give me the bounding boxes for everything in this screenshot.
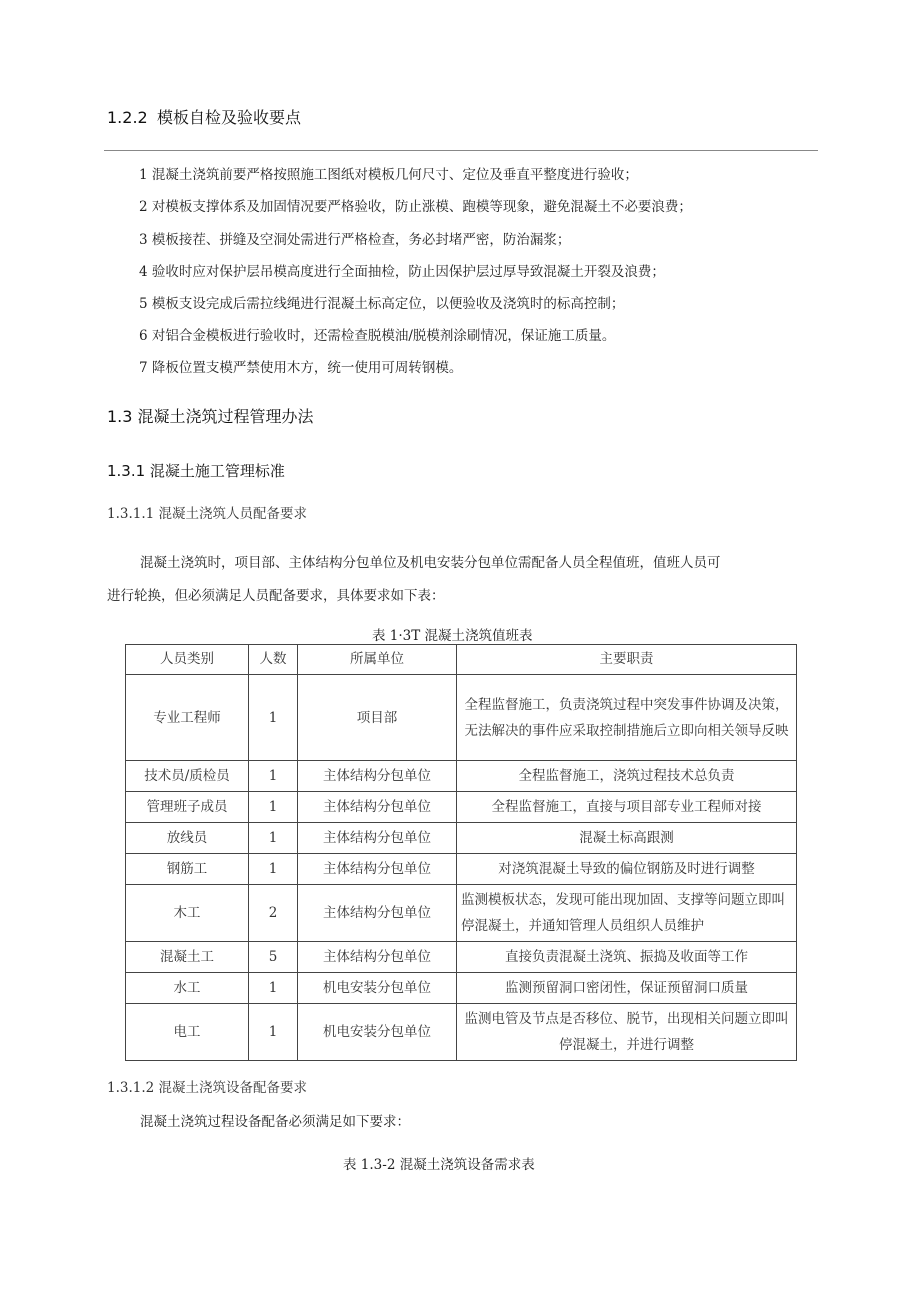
cell-category: 放线员 xyxy=(126,823,249,854)
cell-duty: 全程监督施工，浇筑过程技术总负责 xyxy=(457,761,797,792)
cell-unit: 主体结构分包单位 xyxy=(298,761,457,792)
section-number: 1.2.2 xyxy=(107,108,148,127)
cell-count: 1 xyxy=(249,973,298,1004)
cell-duty: 监测模板状态，发现可能出现加固、支撑等问题立即叫停混凝土，并通知管理人员组织人员维护 xyxy=(457,885,797,942)
cell-category: 技术员/质检员 xyxy=(126,761,249,792)
cell-count: 1 xyxy=(249,675,298,761)
column-header-unit: 所属单位 xyxy=(298,645,457,675)
cell-duty: 全程监督施工，负责浇筑过程中突发事件协调及决策，无法解决的事件应采取控制措施后立即向相关领导反映 xyxy=(457,675,797,761)
section-heading-1-3: 1.3 混凝土浇筑过程管理办法 xyxy=(107,407,314,426)
section-heading-1-3-1-1: 1.3.1.1 混凝土浇筑人员配备要求 xyxy=(107,506,308,522)
cell-category: 水工 xyxy=(126,973,249,1004)
cell-count: 1 xyxy=(249,792,298,823)
cell-unit: 机电安装分包单位 xyxy=(298,973,457,1004)
cell-category: 电工 xyxy=(126,1004,249,1061)
cell-duty: 监测预留洞口密闭性，保证预留洞口质量 xyxy=(457,973,797,1004)
table-row xyxy=(126,675,797,761)
table-header-row xyxy=(126,645,797,675)
cell-unit: 主体结构分包单位 xyxy=(298,854,457,885)
cell-unit: 项目部 xyxy=(298,675,457,761)
cell-category: 混凝土工 xyxy=(126,942,249,973)
table-caption: 表 1·3T 混凝土浇筑值班表 xyxy=(372,628,533,644)
cell-duty: 直接负责混凝土浇筑、振捣及收面等工作 xyxy=(457,942,797,973)
table-row xyxy=(126,1004,797,1061)
cell-category: 管理班子成员 xyxy=(126,792,249,823)
column-header-count: 人数 xyxy=(249,645,298,675)
checklist-item: 7 降板位置支模严禁使用木方，统一使用可周转钢模。 xyxy=(139,360,463,376)
cell-count: 1 xyxy=(249,1004,298,1061)
table-caption: 表 1.3-2 混凝土浇筑设备需求表 xyxy=(343,1157,535,1173)
heading-divider xyxy=(104,150,818,151)
cell-category: 钢筋工 xyxy=(126,854,249,885)
cell-unit: 主体结构分包单位 xyxy=(298,885,457,942)
cell-duty: 监测电管及节点是否移位、脱节，出现相关问题立即叫停混凝土，并进行调整 xyxy=(457,1004,797,1061)
section-heading-1-3-1: 1.3.1 混凝土施工管理标准 xyxy=(107,462,285,480)
paragraph-line: 进行轮换，但必须满足人员配备要求，具体要求如下表： xyxy=(107,588,445,604)
checklist-item: 6 对铝合金模板进行验收时，还需检查脱模油/脱模剂涂刷情况，保证施工质量。 xyxy=(139,328,616,344)
cell-duty: 对浇筑混凝土导致的偏位钢筋及时进行调整 xyxy=(457,854,797,885)
paragraph-line: 混凝土浇筑时，项目部、主体结构分包单位及机电安装分包单位需配备人员全程值班，值班人员可 xyxy=(140,555,721,571)
column-header-duty: 主要职责 xyxy=(457,645,797,675)
checklist-item: 3 模板接茬、拼缝及空洞处需进行严格检查，务必封堵严密，防治漏浆； xyxy=(139,232,571,248)
duty-roster-table xyxy=(125,644,797,1061)
cell-category: 专业工程师 xyxy=(126,675,249,761)
checklist-item: 5 模板支设完成后需拉线绳进行混凝土标高定位，以便验收及浇筑时的标高控制； xyxy=(139,296,625,312)
cell-unit: 主体结构分包单位 xyxy=(298,823,457,854)
section-heading-1-2-2 xyxy=(107,105,301,128)
table-row xyxy=(126,885,797,942)
table-row xyxy=(126,942,797,973)
table-row xyxy=(126,973,797,1004)
cell-duty: 混凝土标高跟测 xyxy=(457,823,797,854)
cell-count: 5 xyxy=(249,942,298,973)
section-heading-1-3-1-2: 1.3.1.2 混凝土浇筑设备配备要求 xyxy=(107,1080,308,1096)
paragraph: 混凝土浇筑过程设备配备必须满足如下要求： xyxy=(140,1114,410,1130)
cell-count: 1 xyxy=(249,761,298,792)
cell-unit: 主体结构分包单位 xyxy=(298,942,457,973)
table-row xyxy=(126,854,797,885)
table-row xyxy=(126,792,797,823)
cell-count: 1 xyxy=(249,823,298,854)
cell-duty: 全程监督施工，直接与项目部专业工程师对接 xyxy=(457,792,797,823)
checklist-item: 1 混凝土浇筑前要严格按照施工图纸对模板几何尺寸、定位及垂直平整度进行验收； xyxy=(139,167,638,183)
cell-unit: 机电安装分包单位 xyxy=(298,1004,457,1061)
cell-unit: 主体结构分包单位 xyxy=(298,792,457,823)
column-header-category: 人员类别 xyxy=(126,645,249,675)
table-row xyxy=(126,823,797,854)
table-row xyxy=(126,761,797,792)
checklist-item: 4 验收时应对保护层吊模高度进行全面抽检，防止因保护层过厚导致混凝土开裂及浪费； xyxy=(139,264,665,280)
cell-count: 1 xyxy=(249,854,298,885)
section-title: 模板自检及验收要点 xyxy=(157,108,302,127)
checklist-item: 2 对模板支撑体系及加固情况要严格验收，防止涨模、跑模等现象，避免混凝土不必要浪费； xyxy=(139,199,692,215)
cell-category: 木工 xyxy=(126,885,249,942)
cell-count: 2 xyxy=(249,885,298,942)
